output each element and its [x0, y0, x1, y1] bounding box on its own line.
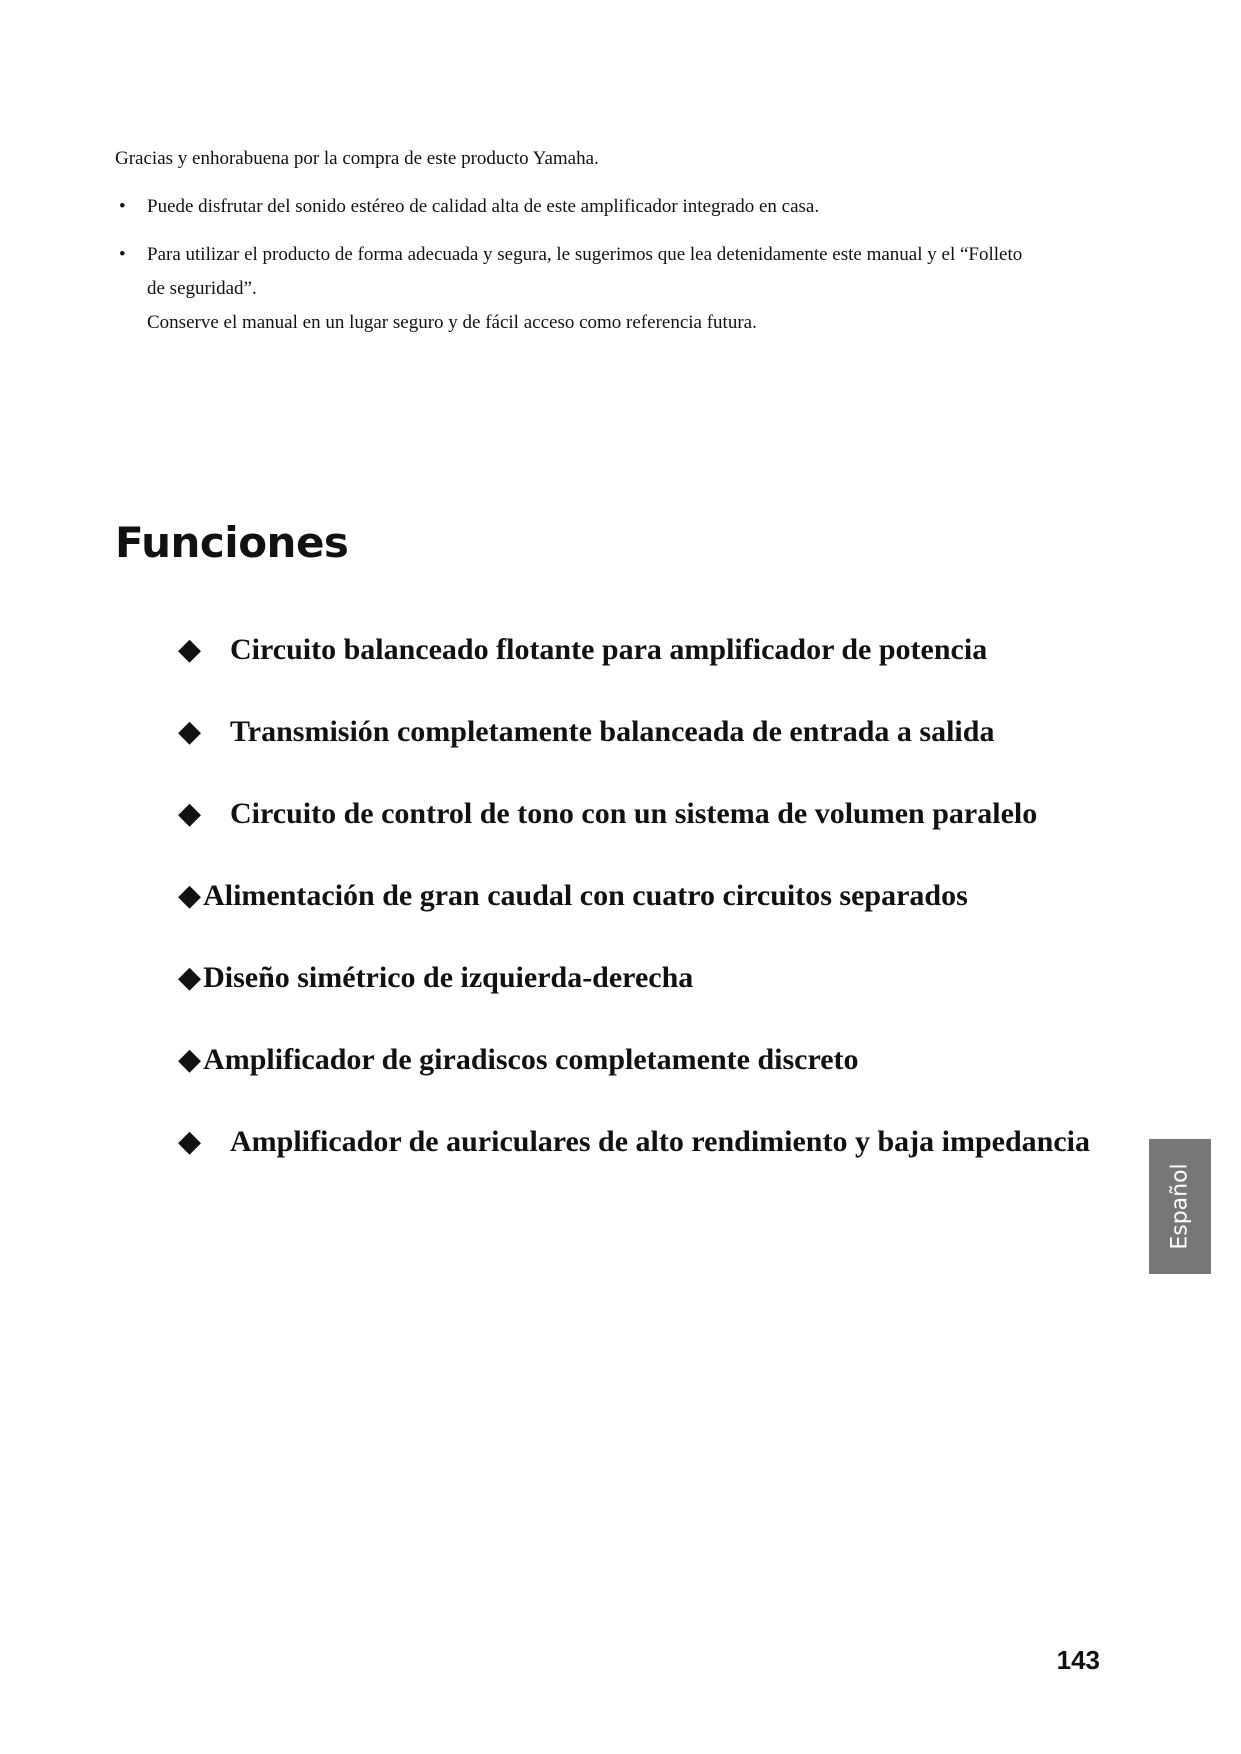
- diamond-bullet-icon: ◆: [178, 797, 202, 830]
- intro-bullet-continuation: de seguridad”.: [147, 278, 257, 299]
- diamond-bullet-icon: ◆: [178, 633, 202, 666]
- feature-list: [178, 625, 1098, 1199]
- feature-text: Amplificador de auriculares de alto rendimiento y baja impedancia: [230, 1125, 1090, 1158]
- feature-text: Circuito balanceado flotante para amplificador de potencia: [230, 633, 988, 666]
- feature-item: [178, 625, 1098, 675]
- diamond-bullet-icon: ◆: [178, 1043, 202, 1076]
- bullet-dot: •: [119, 196, 126, 217]
- section-heading: Funciones: [115, 518, 349, 567]
- bullet-dot: •: [119, 244, 126, 265]
- feature-item: [178, 707, 1098, 757]
- language-tab: [1149, 1139, 1211, 1274]
- feature-text: Alimentación de gran caudal con cuatro circuitos separados: [203, 879, 968, 912]
- diamond-bullet-icon: ◆: [178, 1125, 202, 1158]
- feature-item: [178, 953, 1098, 1003]
- intro-bullet-text: Puede disfrutar del sonido estéreo de calidad alta de este amplificador integrado en casa.: [147, 196, 820, 217]
- feature-item: [178, 1117, 1098, 1167]
- feature-item: [178, 871, 1098, 921]
- diamond-bullet-icon: ◆: [178, 961, 202, 994]
- feature-text: Transmisión completamente balanceada de entrada a salida: [230, 715, 995, 748]
- intro-bullet: [115, 238, 1115, 340]
- feature-text: Circuito de control de tono con un sistema de volumen paralelo: [230, 797, 1038, 830]
- diamond-bullet-icon: ◆: [178, 879, 202, 912]
- intro-bullet-text: Para utilizar el producto de forma adecuada y segura, le sugerimos que lea detenidamente este manual y el “Folleto: [147, 244, 1023, 265]
- intro-bullet: [115, 190, 1115, 224]
- feature-item: [178, 789, 1098, 839]
- language-tab-label: Español: [1167, 1163, 1193, 1250]
- diamond-bullet-icon: ◆: [178, 715, 202, 748]
- feature-text: Diseño simétrico de izquierda-derecha: [203, 961, 694, 994]
- thanks-paragraph: Gracias y enhorabuena por la compra de este producto Yamaha.: [115, 148, 599, 169]
- feature-text: Amplificador de giradiscos completamente discreto: [203, 1043, 859, 1076]
- feature-item: [178, 1035, 1098, 1085]
- keep-manual-note: Conserve el manual en un lugar seguro y de fácil acceso como referencia futura.: [147, 312, 757, 333]
- intro-section: [115, 142, 1115, 340]
- page-number: 143: [1056, 1645, 1100, 1675]
